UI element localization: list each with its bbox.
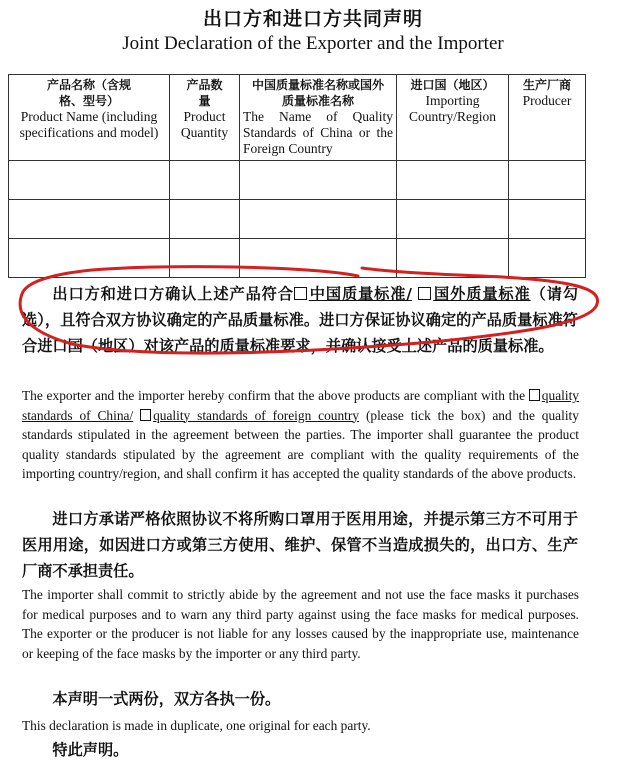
header-producer-en: Producer bbox=[522, 93, 572, 108]
option-china-standard-en-label: quality standards of China/ bbox=[22, 388, 579, 423]
paragraph-1-cn-tail: （请勾选），且符合双方协议确定的产品质量标准。进口方保证协议确定的产品质量标准符合进口国（地区）对该产品的质量标准要求，并确认接受上述产品的质量标准。 bbox=[22, 285, 578, 355]
header-importing-country-cn: 进口国（地区） bbox=[410, 78, 495, 92]
checkbox-icon[interactable] bbox=[140, 409, 151, 421]
table-cell[interactable] bbox=[170, 161, 240, 200]
table-cell[interactable] bbox=[509, 200, 586, 239]
table-cell[interactable] bbox=[397, 200, 509, 239]
table-cell[interactable] bbox=[397, 239, 509, 278]
table-cell[interactable] bbox=[509, 239, 586, 278]
table-cell[interactable] bbox=[9, 239, 170, 278]
table-header-row bbox=[9, 75, 586, 161]
table-cell[interactable] bbox=[9, 200, 170, 239]
table-cell[interactable] bbox=[397, 161, 509, 200]
header-quality-standards-cn: 中国质量标准名称或国外质量标准名称 bbox=[251, 78, 384, 108]
table-row bbox=[9, 200, 586, 239]
title-chinese: 出口方和进口方共同声明 bbox=[202, 8, 423, 30]
table-row bbox=[9, 239, 586, 278]
table-cell[interactable] bbox=[170, 200, 240, 239]
table-cell[interactable] bbox=[240, 200, 397, 239]
paragraph-1-cn-lead: 出口方和进口方确认上述产品符合 bbox=[52, 285, 294, 303]
paragraph-1-cn bbox=[22, 281, 578, 359]
paragraph-1-en-tail: (please tick the box) and the quality standards stipulated in the agreement between the parties. The importer shall guarantee the product quality standards stipulated by the agreement are compliant with the quality requirements of the importing country/region, and shall confirm it has accepted the quality standards of the above products. bbox=[22, 407, 579, 482]
header-product-quantity bbox=[170, 75, 240, 161]
paragraph-1-en-lead: The exporter and the importer hereby confirm that the above products are compliant with the bbox=[22, 388, 526, 403]
header-product-quantity-cn: 产品数量 bbox=[186, 78, 223, 108]
header-product-quantity-en: Product Quantity bbox=[180, 109, 229, 140]
header-quality-standards-en: The Name of Quality Standards of China or the Foreign Country bbox=[243, 109, 393, 156]
checkbox-icon[interactable] bbox=[294, 287, 307, 300]
paragraph-3-en: This declaration is made in duplicate, one original for each party. bbox=[22, 718, 371, 733]
paragraph-2-cn: 进口方承诺严格依照协议不将所购口罩用于医用用途，并提示第三方不可用于医用用途，如因进口方或第三方使用、维护、保管不当造成损失的，出口方、生产厂商不承担责任。 bbox=[22, 510, 578, 580]
paragraph-3-cn: 本声明一式两份，双方各执一份。 bbox=[52, 690, 281, 708]
option-foreign-standard-label: 国外质量标准 bbox=[433, 285, 531, 303]
header-producer bbox=[509, 75, 586, 161]
table-cell[interactable] bbox=[240, 161, 397, 200]
paragraph-1-en bbox=[22, 386, 579, 484]
checkbox-foreign-standard[interactable] bbox=[418, 285, 531, 303]
checkbox-icon[interactable] bbox=[529, 389, 540, 401]
header-product-name bbox=[9, 75, 170, 161]
product-table bbox=[8, 74, 586, 278]
checkbox-china-standard[interactable] bbox=[294, 285, 412, 303]
table-cell[interactable] bbox=[509, 161, 586, 200]
header-importing-country-en: Importing Country/Region bbox=[409, 93, 496, 124]
closing-statement: 特此声明。 bbox=[52, 741, 129, 759]
table-cell[interactable] bbox=[9, 161, 170, 200]
option-foreign-standard-en-label: quality standards of foreign country bbox=[153, 407, 360, 423]
checkbox-icon[interactable] bbox=[418, 287, 431, 300]
header-product-name-en: Product Name (including specifications and model) bbox=[19, 109, 159, 140]
table-cell[interactable] bbox=[240, 239, 397, 278]
header-product-name-cn: 产品名称（含规格、型号） bbox=[46, 78, 131, 108]
paragraph-2-en: The importer shall commit to strictly abide by the agreement and not use the face masks it purchases for medical purposes and to warn any third party against using the face masks for medical purposes. The exporter or the producer is not liable for any losses caused by the inappropriate use, maintenance or keeping of the face masks by the importer or any third party. bbox=[22, 587, 579, 661]
table-cell[interactable] bbox=[170, 239, 240, 278]
option-china-standard-label: 中国质量标准/ bbox=[308, 285, 412, 303]
table-row bbox=[9, 161, 586, 200]
title-english: Joint Declaration of the Exporter and the Importer bbox=[122, 33, 504, 54]
header-importing-country bbox=[397, 75, 509, 161]
header-producer-cn: 生产厂商 bbox=[522, 78, 571, 92]
header-quality-standards bbox=[240, 75, 397, 161]
checkbox-foreign-standard-en[interactable] bbox=[140, 408, 359, 423]
